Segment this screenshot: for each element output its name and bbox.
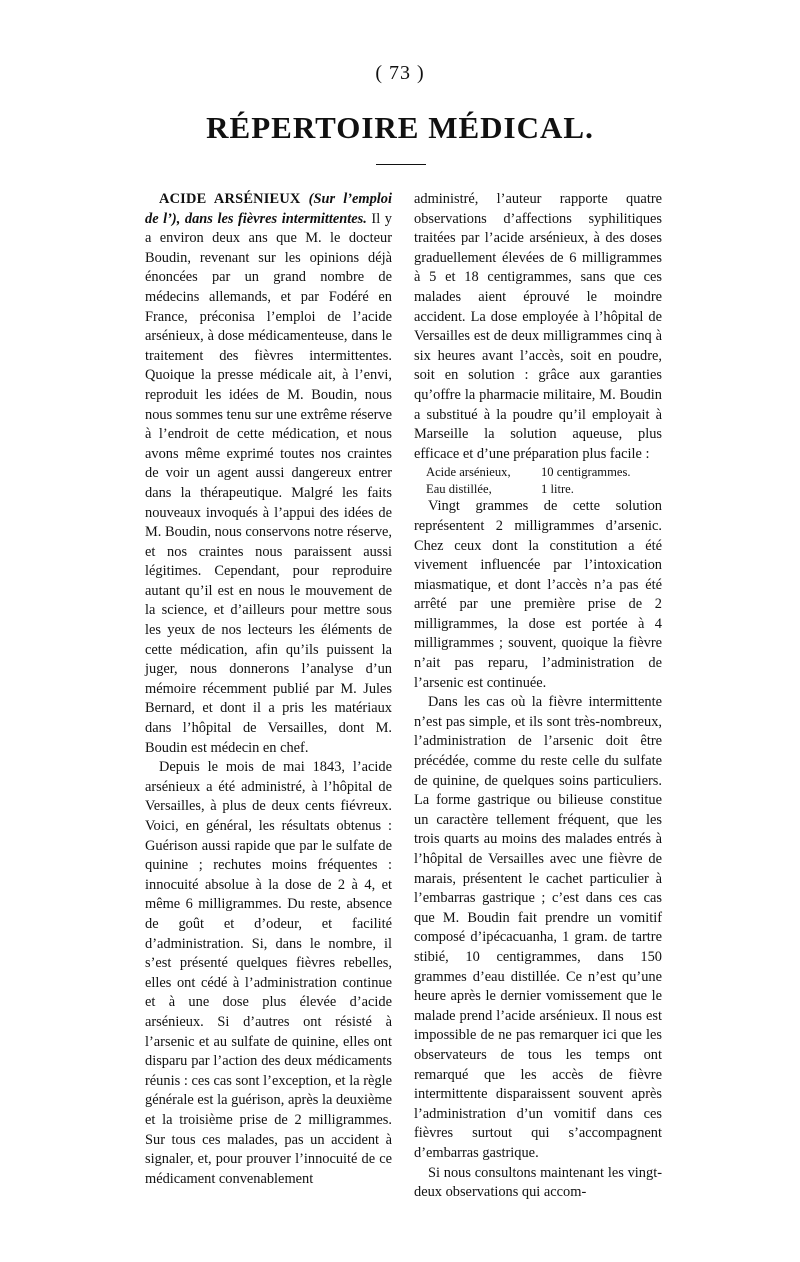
formula-ingredient: Acide arsénieux, [426, 465, 511, 480]
entry-qualifier: (Sur l’emploi de l’), dans les fièvres intermittentes. [145, 191, 392, 227]
formula-row [414, 481, 662, 498]
paragraph: administré, l’auteur rapporte quatre observations d’affections syphilitiques traitées par l’acide arsénieux, à des doses graduellement élevées de 6 milligrammes à 5 et 18 centigrammes, sans que ces malades aient éprouvé le moindre accident. La dose employée à l’hôpital de Versailles est de deux milligrammes cinq à six heures avant l’accès, soit en poudre, soit en solution : grâce aux garanties qu’offre la pharmacie militaire, M. Boudin a substitué à la poudre qu’il employait à Marseille la solution aqueuse, plus efficace et d’une préparation plus facile : [414, 191, 662, 462]
paragraph: Depuis le mois de mai 1843, l’acide arsénieux a été administré, à l’hôpital de Versailles, à plus de deux cents fiévreux. Voici, en général, les résultats obtenus : Guérison aussi rapide que par le sulfate de quinine ; rechutes moins fréquentes : innocuité absolue à la dose de 2 à 4, et même 6 milligrammes. Du reste, absence de goût et d’odeur, et facilité d’administration. Si, dans le nombre, il s’est présenté quelques fièvres rebelles, elles ont cédé à l’administration continue et à une dose plus élevée d’acide arsénieux. Si d’autres ont résisté à l’arsenic et au sulfate de quinine, elles ont disparu par l’action des deux médicaments réunis : ces cas sont l’exception, et la règle générale est la guérison, après la deuxième et la troisième prise de 2 milligrammes. Sur tous ces malades, pas un accident à signaler, et, pour prouver l’innocuité de ce médicament convenablement [145, 759, 392, 1187]
paragraph: Si nous consultons maintenant les vingt-deux observations qui accom- [414, 1164, 662, 1201]
paragraph: Vingt grammes de cette solution représentent 2 milligrammes d’arsenic. Chez ceux dont la constitution a été vivement influencée par l’intoxication miasmatique, et dont l’accès n’a pas été arrêté par une première prise de 2 milligrammes, la dose est portée à 4 milligrammes ; souvent, quoique la fièvre n’ait pas reparu, l’administration de l’arsenic est continuée. [414, 498, 662, 691]
formula-row [414, 464, 662, 481]
formula-amount: 1 litre. [541, 481, 574, 496]
entry-paragraph [145, 190, 392, 758]
left-column [145, 190, 392, 1189]
right-column [414, 190, 662, 1203]
formula-amount: 10 centigrammes. [541, 465, 631, 480]
entry-lemma: ACIDE ARSÉNIEUX [159, 191, 301, 207]
paragraph: Dans les cas où la fièvre intermittente n’est pas simple, et ils sont très-nombreux, l’administration de l’arsenic doit être précédée, comme du reste celle du sulfate de quinine, de quelques soins particuliers. La forme gastrique ou bilieuse constitue un caractère tellement fréquent, que les trois quarts au moins des malades entrés à l’hôpital de Versailles avec une fièvre de marais, présentent le cachet particulier à l’embarras gastrique ; c’est dans ces cas que M. Boudin fait prendre un vomitif composé d’ipécacuanha, 1 gram. de tartre stibié, 10 centigrammes, dans 150 grammes d’eau distillée. Ce n’est qu’une heure après le dernier vomissement que le malade prend l’acide arsénieux. Il nous est impossible de ne pas remarquer ici que les observateurs de tous les temps ont remarqué que les accès de fièvre intermittente disparaissent souvent après l’administration d’un vomitif dans ces fièvres surtout qui s’accompagnent d’embarras gastrique. [414, 694, 662, 1161]
entry-text: Il y a environ deux ans que M. le docteur Boudin, revenant sur les opinions déjà énoncées par un grand nombre de médecins allemands, et par Fodéré en France, préconisa l’emploi de l’acide arsénieux, à dose médicamenteuse, dans le traitement des fièvres intermittentes. Quoique la presse médicale ait, à l’envi, reproduit les idées de M. Boudin, nous nous sommes tenu sur une extrême réserve à l’endroit de cette médication, et nous avons même exprimé toutes nos craintes de voir un agent aussi dangereux entrer dans la thérapeutique. Malgré les faits nouveaux invoqués à l’appui des idées de M. Boudin, nous conservons notre réserve, et nos craintes nous paraissent aussi légitimes. Cependant, pour reproduire autant qu’il est en nous le mouvement de la science, et d’ailleurs pour mettre sous les yeux de nos lecteurs les éléments de cette médication, afin qu’ils puissent la juger, nous donnerons l’analyse d’un mémoire récemment publié par M. Jules Bernard, et dont il a pris les matériaux dans l’hôpital de Versailles, dont M. Boudin est médecin en chef. [145, 210, 392, 756]
formula-ingredient: Eau distillée, [426, 481, 492, 496]
formula-block [414, 464, 662, 497]
page-title: RÉPERTOIRE MÉDICAL. [206, 110, 594, 145]
page-number: ( 73 ) [375, 62, 425, 84]
title-divider [376, 164, 426, 165]
